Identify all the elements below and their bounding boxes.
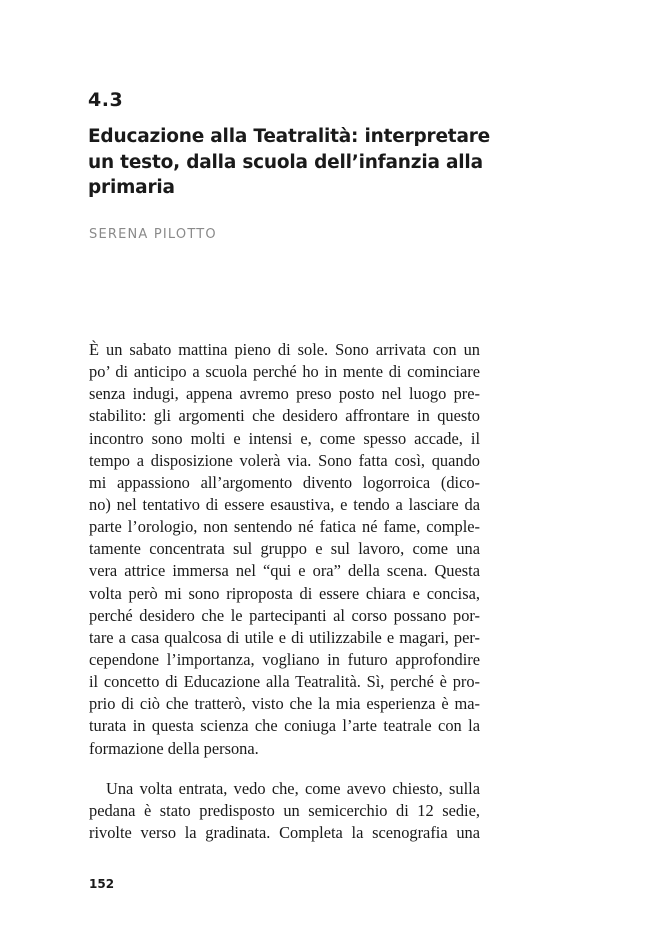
text-line: perché desidero che le partecipanti al corso possano por-: [89, 605, 480, 625]
text-line: tempo a disposizione volerà via. Sono fatta così, quando: [89, 450, 480, 470]
page-number: 152: [89, 877, 115, 891]
paragraph-gap: [89, 760, 480, 778]
paragraph-2: [89, 778, 480, 844]
section-number: 4.3: [88, 89, 124, 111]
text-line: incontro sono molti e intensi e, come spesso accade, il: [89, 428, 480, 448]
chapter-title-line: Educazione alla Teatralità: interpretare: [88, 126, 490, 147]
text-line: po’ di anticipo a scuola perché ho in mente di cominciare: [89, 362, 480, 382]
text-line: stabilito: gli argomenti che desidero affrontare in questo: [89, 406, 480, 426]
text-line: prio di ciò che tratterò, visto che la mia esperienza è ma-: [89, 694, 480, 714]
text-line: Una volta entrata, vedo che, come avevo chiesto, sulla: [106, 778, 480, 798]
paragraph-1: [89, 339, 480, 760]
body-text: [89, 339, 480, 844]
text-line: vera attrice immersa nel “qui e ora” della scena. Questa: [89, 561, 480, 581]
text-line: volta però mi sono riproposta di essere chiara e concisa,: [89, 583, 480, 603]
chapter-title-line: un testo, dalla scuola dell’infanzia alla: [88, 151, 483, 173]
text-line: rivolte verso la gradinata. Completa la scenografia una: [89, 822, 480, 842]
text-line: turata in questa scienza che coniuga l’arte teatrale con la: [89, 716, 480, 736]
text-line: mi appassiono all’argomento divento logorroica (dico-: [89, 472, 480, 492]
chapter-title-line: primaria: [88, 177, 175, 198]
text-line: il concetto di Educazione alla Teatralità. Sì, perché è pro-: [89, 672, 480, 692]
author-name: SERENA PILOTTO: [89, 227, 217, 242]
text-line: senza indugi, appena avremo preso posto nel luogo pre-: [89, 384, 480, 404]
chapter-title: [88, 124, 488, 201]
text-line: formazione della persona.: [89, 738, 259, 758]
text-line: È un sabato mattina pieno di sole. Sono arrivata con un: [89, 340, 480, 359]
text-line: no) nel tentativo di essere esaustiva, e tendo a lasciare da: [89, 494, 480, 514]
text-line: parte l’orologio, non sentendo né fatica né fame, comple-: [89, 517, 480, 537]
text-line: cependone l’importanza, vogliano in futuro approfondire: [89, 649, 480, 669]
text-line: pedana è stato predisposto un semicerchio di 12 sedie,: [89, 800, 480, 820]
text-line: tamente concentrata sul gruppo e sul lavoro, come una: [89, 539, 480, 559]
text-line: tare a casa qualcosa di utile e di utilizzabile e magari, per-: [89, 627, 480, 647]
